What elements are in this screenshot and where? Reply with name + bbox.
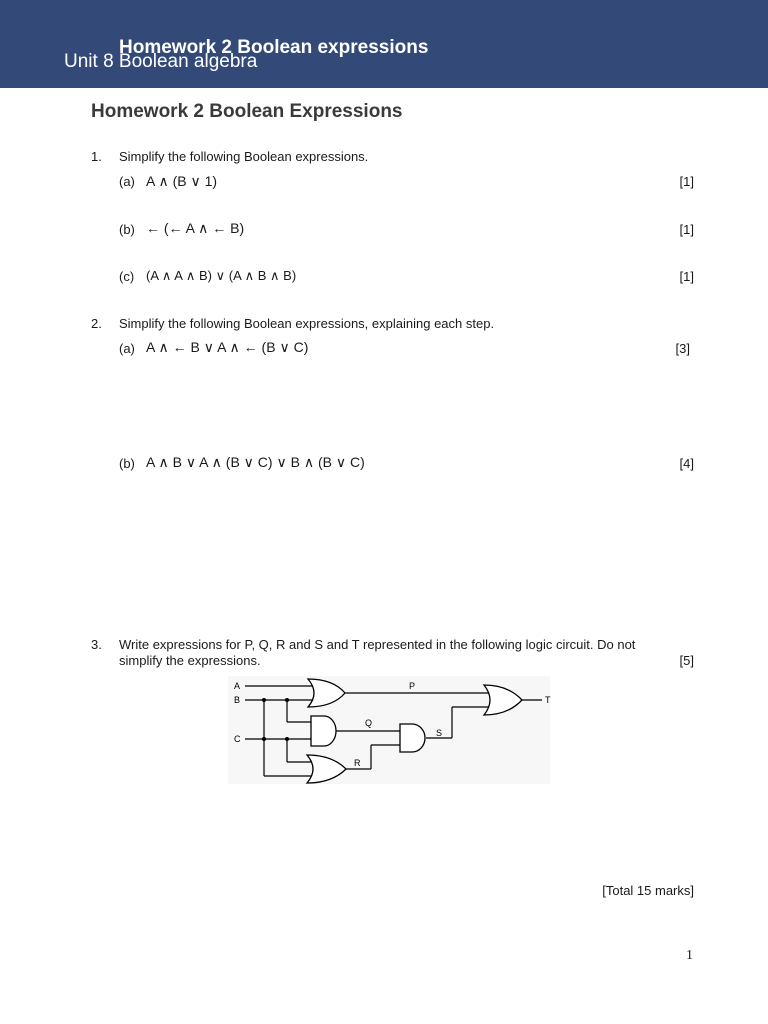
and-gate-q: [311, 716, 336, 746]
output-label-s: S: [436, 728, 443, 738]
total-marks: [Total 15 marks]: [602, 883, 694, 898]
question-1-number: 1.: [91, 149, 102, 164]
question-2-number: 2.: [91, 316, 102, 331]
output-label-r: R: [354, 758, 361, 768]
header-title: Homework 2 Boolean expressions: [119, 37, 429, 58]
q1c-marks: [1]: [679, 269, 694, 284]
junction-dot: [285, 737, 289, 741]
question-3-number: 3.: [91, 637, 102, 652]
q1a-marks: [1]: [679, 174, 694, 189]
question-3-text-line2: simplify the expressions.: [119, 653, 261, 668]
and-gate-s: [400, 724, 425, 752]
question-1-text: Simplify the following Boolean expressions.: [119, 149, 369, 164]
page-number: 1: [686, 948, 693, 963]
q1b-label: (b): [119, 222, 135, 237]
q2b-expression: A ∧ B ∨ A ∧ (B ∨ C) ∨ B ∧ (B ∨ C): [146, 454, 365, 470]
q1c-label: (c): [119, 269, 135, 284]
input-label-b: B: [234, 695, 241, 705]
output-label-t: T: [545, 695, 551, 705]
q2a-label: (a): [119, 341, 135, 356]
input-label-a: A: [234, 681, 241, 691]
output-label-q: Q: [365, 718, 373, 728]
header-subtitle: Unit 8 Boolean algebra: [64, 51, 258, 72]
junction-dot: [262, 737, 266, 741]
junction-dot: [262, 698, 266, 702]
q2a-expression: A ∧ ← B ∨ A ∧ ← (B ∨ C): [146, 339, 309, 355]
q1b-marks: [1]: [679, 222, 694, 237]
q2a-marks: [3]: [675, 341, 690, 356]
question-2-text: Simplify the following Boolean expressions, explaining each step.: [119, 316, 495, 331]
q2b-marks: [4]: [679, 456, 694, 471]
q1b-expression: ← (← A ∧ ← B): [146, 220, 245, 236]
header-banner: [0, 0, 768, 88]
q3-marks: [5]: [679, 653, 694, 668]
junction-dot: [285, 698, 289, 702]
question-3-text-line1: Write expressions for P, Q, R and S and T represented in the following logic circuit. Do not: [119, 637, 636, 652]
logic-circuit-diagram: [228, 676, 558, 786]
page-title: Homework 2 Boolean Expressions: [91, 101, 403, 122]
output-label-p: P: [409, 681, 416, 691]
q1a-label: (a): [119, 174, 135, 189]
q1a-expression: A ∧ (B ∨ 1): [146, 173, 218, 189]
q2b-label: (b): [119, 456, 135, 471]
q1c-expression: (A ∧ A ∧ B) ∨ (A ∧ B ∧ B): [146, 268, 297, 283]
input-label-c: C: [234, 734, 241, 744]
